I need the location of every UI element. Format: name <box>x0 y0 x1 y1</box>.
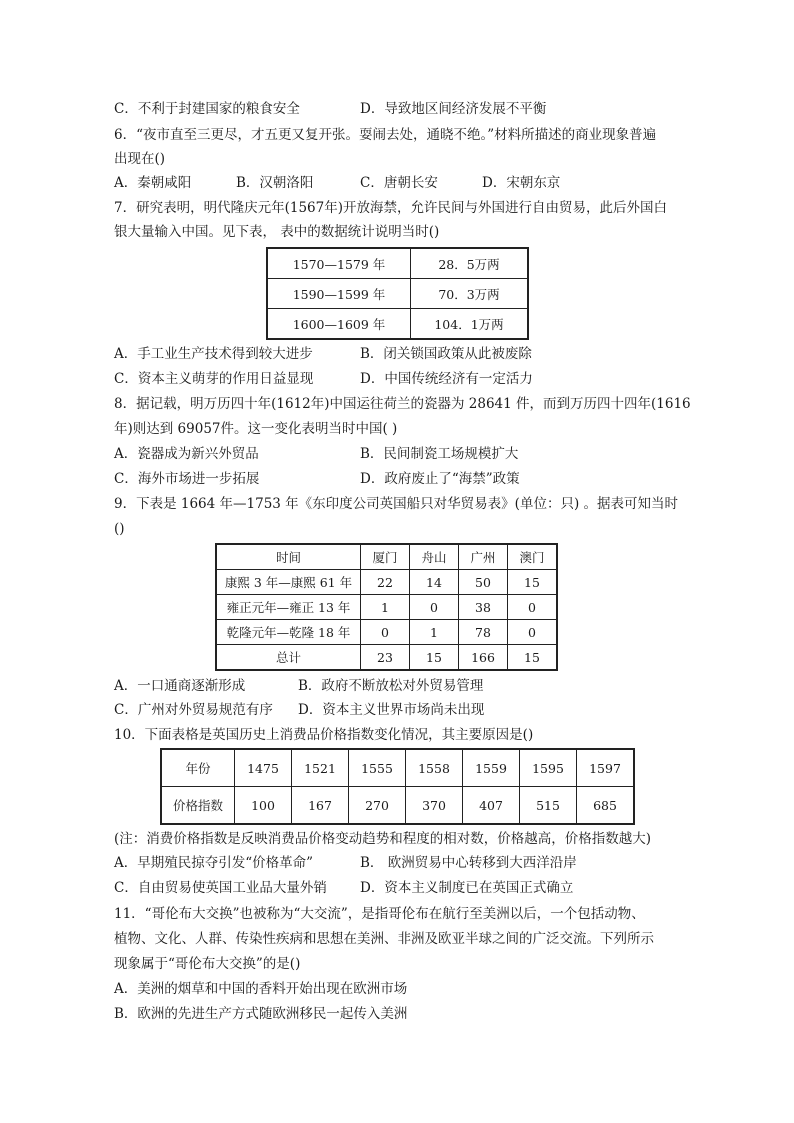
table-cell: 1590—1599 年 <box>267 279 411 309</box>
q10-option-c: C．自由贸易使英国工业品大量外销 <box>114 880 327 896</box>
q11-stem-line-3: 现象属于“哥伦布大交换”的是() <box>114 956 301 972</box>
table-cell: 1 <box>361 595 410 620</box>
q6-option-b: B．汉朝洛阳 <box>236 175 314 191</box>
table-cell: 康熙 3 年—康熙 61 年 <box>216 570 361 595</box>
q5-options-cd <box>114 98 546 120</box>
q7-option-c: C．资本主义萌芽的作用日益显现 <box>114 371 314 387</box>
q8-options-ab <box>114 443 518 465</box>
table-cell: 1475 <box>235 749 292 787</box>
table-row <box>216 570 557 595</box>
table-cell: 1559 <box>463 749 520 787</box>
table-cell: 22 <box>361 570 410 595</box>
q8-options-cd <box>114 468 520 490</box>
table-row <box>216 645 557 671</box>
q11-stem-line-2: 植物、文化、人群、传染性疾病和思想在美洲、非洲及欧亚半球之间的广泛交流。下列所示 <box>114 931 654 947</box>
table-row <box>267 309 528 340</box>
table-cell: 0 <box>508 620 558 645</box>
table-cell: 1595 <box>520 749 577 787</box>
table-cell: 100 <box>235 787 292 825</box>
q10-options-cd <box>114 877 573 899</box>
table-header-cell: 时间 <box>216 544 361 570</box>
q7-options-ab <box>114 343 532 365</box>
q9-option-b: B．政府不断放松对外贸易管理 <box>298 678 484 694</box>
table-cell: 685 <box>577 787 635 825</box>
table-cell: 0 <box>410 595 459 620</box>
q11-option-b: B．欧洲的先进生产方式随欧洲移民一起传入美洲 <box>114 1006 408 1022</box>
q6-stem-line-1: 6．“夜市直至三更尽，才五更又复开张。耍闹去处，通晓不绝。”材料所描述的商业现象普遍 <box>114 127 657 143</box>
table-header-cell: 厦门 <box>361 544 410 570</box>
q6-options <box>114 172 560 194</box>
table-cell: 1600—1609 年 <box>267 309 411 340</box>
table-cell: 1555 <box>349 749 406 787</box>
q7-option-a: A．手工业生产技术得到较大进步 <box>114 346 313 362</box>
table-cell: 1597 <box>577 749 635 787</box>
table-row <box>216 620 557 645</box>
table-cell: 1558 <box>406 749 463 787</box>
q6-option-c: C．唐朝长安 <box>360 175 438 191</box>
table-header-cell: 价格指数 <box>161 787 235 825</box>
table-row <box>267 248 528 279</box>
q9-option-a: A．一口通商逐渐形成 <box>114 678 246 694</box>
q8-option-c: C．海外市场进一步拓展 <box>114 471 260 487</box>
table-cell: 50 <box>459 570 508 595</box>
table-cell: 总计 <box>216 645 361 671</box>
q6-option-a: A．秦朝咸阳 <box>114 175 192 191</box>
q8-option-b: B．民间制瓷工场规模扩大 <box>360 446 519 462</box>
q10-stem: 10．下面表格是英国历史上消费品价格指数变化情况，其主要原因是() <box>114 727 534 743</box>
table-cell: 1 <box>410 620 459 645</box>
q6-stem-line-2: 出现在() <box>114 151 166 167</box>
table-row <box>161 749 634 787</box>
q8-option-d: D．政府废止了“海禁”政策 <box>360 471 520 487</box>
q10-option-a: A．早期殖民掠夺引发“价格革命” <box>114 855 314 871</box>
q8-option-a: A．瓷器成为新兴外贸品 <box>114 446 259 462</box>
table-row <box>267 279 528 309</box>
q10-options-ab <box>114 852 577 874</box>
q8-stem-line-1: 8．据记载，明万历四十年(1612年)中国运往荷兰的瓷器为 28641 件，而到万历四十四年(1616 <box>114 396 691 412</box>
q5-option-d: D．导致地区间经济发展不平衡 <box>360 101 547 117</box>
table-cell: 15 <box>508 645 558 671</box>
q7-option-d: D．中国传统经济有一定活力 <box>360 371 533 387</box>
table-header-cell: 澳门 <box>508 544 558 570</box>
table-cell: 1521 <box>292 749 349 787</box>
table-header-cell: 舟山 <box>410 544 459 570</box>
table-cell: 270 <box>349 787 406 825</box>
q7-stem-line-1: 7．研究表明，明代隆庆元年(1567年)开放海禁，允许民间与外国进行自由贸易，此后外国白 <box>114 200 667 216</box>
table-cell: 0 <box>361 620 410 645</box>
table-cell: 14 <box>410 570 459 595</box>
table-cell: 70．3万两 <box>411 279 529 309</box>
q9-stem-line-2: () <box>114 521 125 537</box>
q10-option-d: D．资本主义制度已在英国正式确立 <box>360 880 574 896</box>
q5-option-c: C．不利于封建国家的粮食安全 <box>114 101 300 117</box>
q6-option-d: D．宋朝东京 <box>482 175 561 191</box>
table-cell: 28．5万两 <box>411 248 529 279</box>
table-header-row <box>216 544 557 570</box>
table-row <box>216 595 557 620</box>
q9-options-ab <box>114 675 483 697</box>
table-cell: 407 <box>463 787 520 825</box>
table-cell: 1570—1579 年 <box>267 248 411 279</box>
q9-option-c: C．广州对外贸易规范有序 <box>114 702 273 718</box>
table-cell: 15 <box>410 645 459 671</box>
q9-options-cd <box>114 699 484 721</box>
q9-stem-line-1: 9．下表是 1664 年—1753 年《东印度公司英国船只对华贸易表》(单位：只) 。据表可知当时 <box>114 496 678 512</box>
q9-option-d: D．资本主义世界市场尚未出现 <box>298 702 485 718</box>
table-header-cell: 年份 <box>161 749 235 787</box>
q7-options-cd <box>114 368 533 390</box>
q11-stem-line-1: 11．“哥伦布大交换”也被称为“大交流”，是指哥伦布在航行至美洲以后，一个包括动物、 <box>114 906 645 922</box>
table-cell: 515 <box>520 787 577 825</box>
q7-silver-import-table <box>266 247 529 340</box>
table-header-cell: 广州 <box>459 544 508 570</box>
table-cell: 370 <box>406 787 463 825</box>
q7-option-b: B．闭关锁国政策从此被废除 <box>360 346 532 362</box>
q8-stem-line-2: 年)则达到 69057件。这一变化表明当时中国( ) <box>114 421 398 437</box>
table-cell: 38 <box>459 595 508 620</box>
q7-stem-line-2: 银大量输入中国。见下表， 表中的数据统计说明当时() <box>114 224 440 240</box>
table-cell: 104．1万两 <box>411 309 529 340</box>
table-cell: 166 <box>459 645 508 671</box>
table-cell: 雍正元年—雍正 13 年 <box>216 595 361 620</box>
table-cell: 0 <box>508 595 558 620</box>
q10-note: (注：消费价格指数是反映消费品价格变动趋势和程度的相对数，价格越高，价格指数越大) <box>114 831 652 847</box>
q10-price-index-table <box>160 748 635 825</box>
q9-ship-trade-table <box>215 543 558 671</box>
table-cell: 167 <box>292 787 349 825</box>
table-cell: 23 <box>361 645 410 671</box>
q10-option-b: B． 欧洲贸易中心转移到大西洋沿岸 <box>360 855 577 871</box>
table-row <box>161 787 634 825</box>
table-cell: 15 <box>508 570 558 595</box>
q11-option-a: A．美洲的烟草和中国的香料开始出现在欧洲市场 <box>114 981 408 997</box>
table-cell: 78 <box>459 620 508 645</box>
table-cell: 乾隆元年—乾隆 18 年 <box>216 620 361 645</box>
